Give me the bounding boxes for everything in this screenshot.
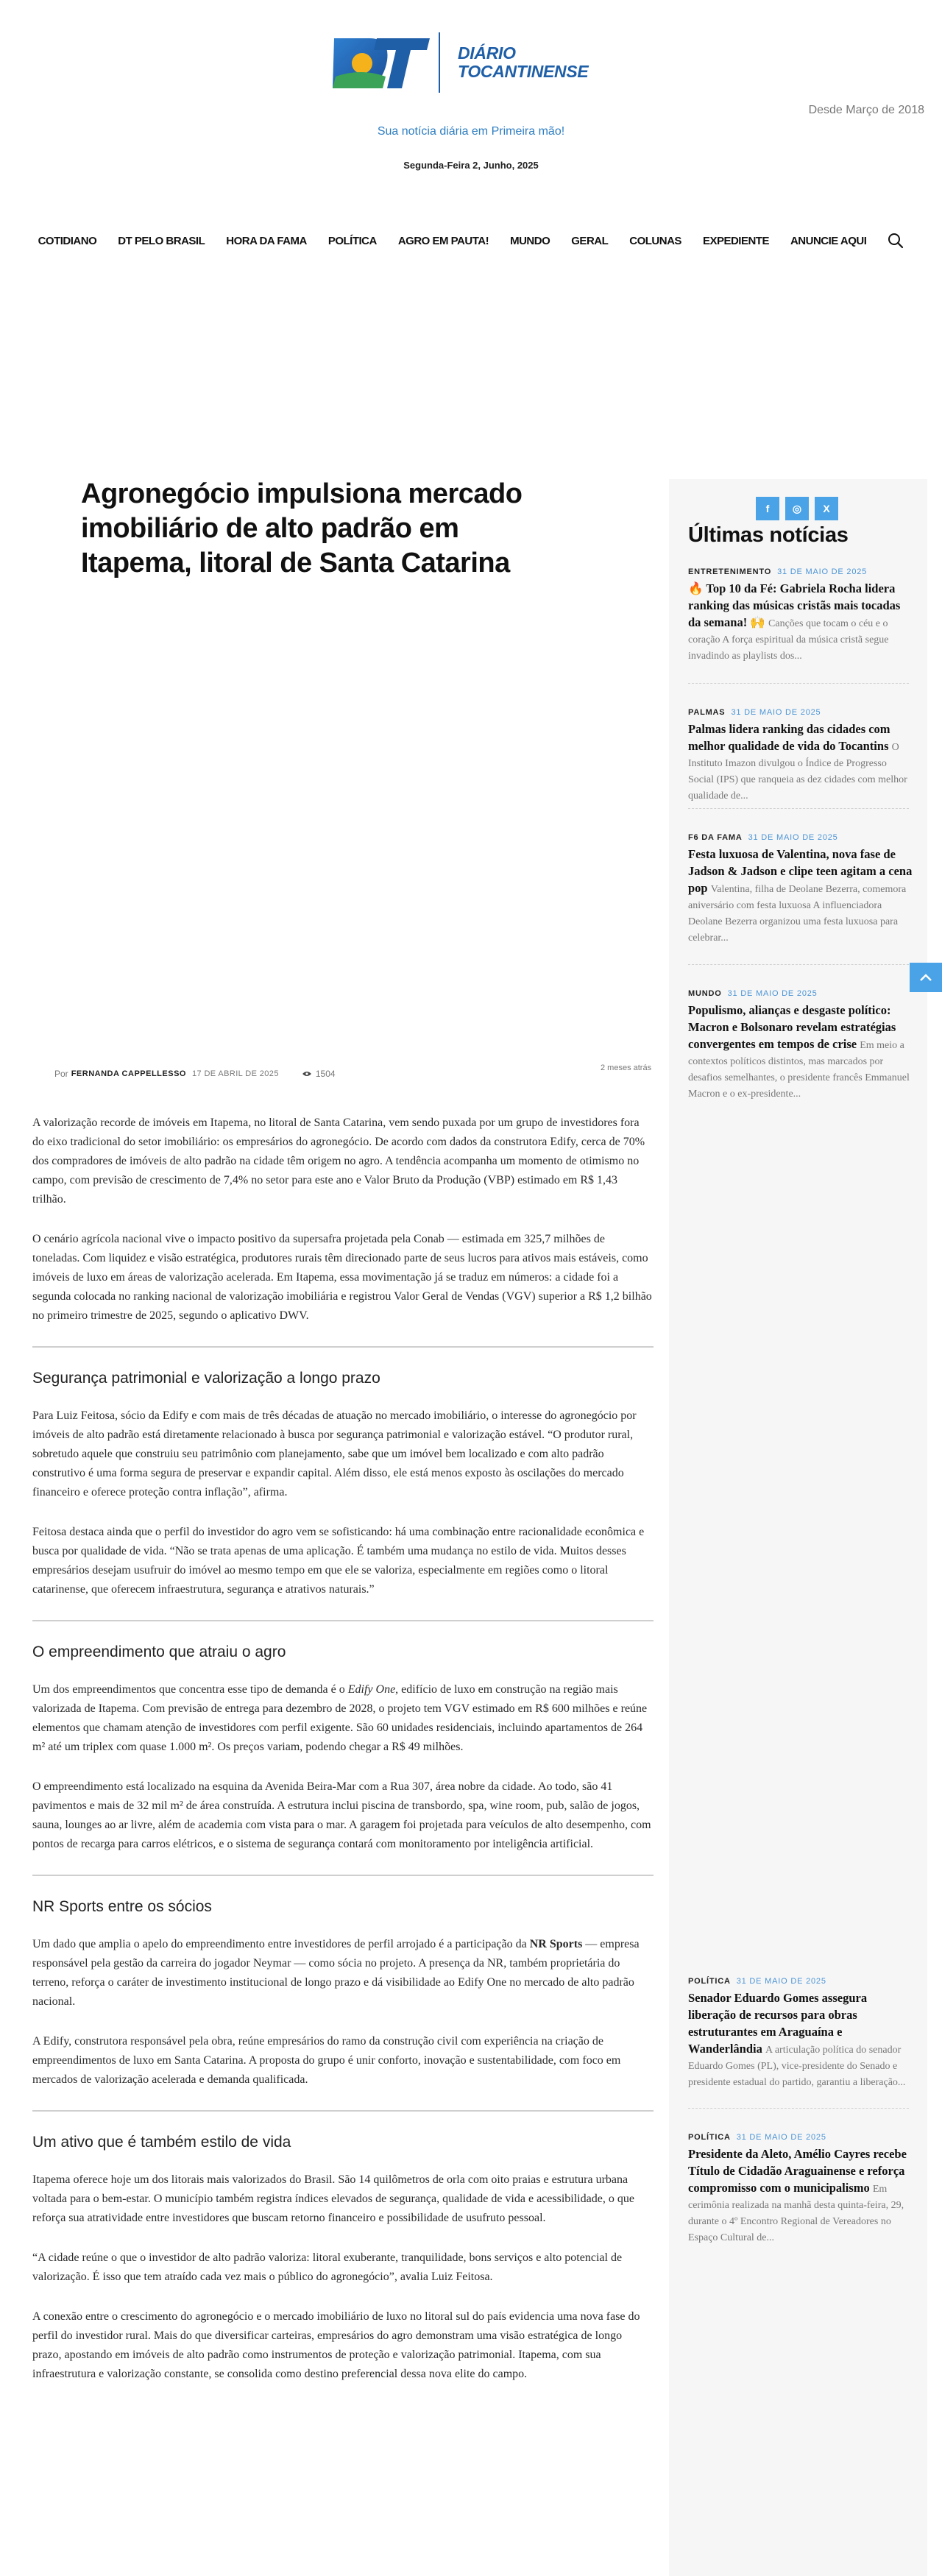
paragraph [32, 1935, 654, 2011]
news-headline[interactable]: Populismo, alianças e desgaste político: Macron e Bolsonaro revelam estratégias convergentes em tempos de crise [688, 1003, 896, 1051]
nav-item-expediente[interactable]: EXPEDIENTE [702, 234, 769, 247]
news-item [688, 2133, 913, 2246]
current-date: Segunda-Feira 2, Junho, 2025 [403, 160, 539, 171]
logo-text [458, 44, 588, 81]
eye-icon [302, 1071, 311, 1077]
news-meta [688, 1977, 913, 1986]
news-headline[interactable]: 🔥 Top 10 da Fé: Gabriela Rocha lidera ranking das músicas cristãs mais tocadas da semana! 🙌 [688, 581, 901, 629]
news-excerpt: Canções que tocam o céu e o coração A força espiritual da música cristã segue invadindo as playlists dos... [688, 618, 889, 662]
logo-mark-icon [331, 31, 431, 94]
paragraph: “A cidade reúne o que o investidor de alto padrão valoriza: litoral exuberante, tranquilidade, bons serviços e alto potencial de valorização. É isso que tem atraído cada vez mais o público do agronegócio”, avalia Luiz Feitosa. [32, 2251, 623, 2283]
news-item [688, 708, 913, 804]
nav-item-politica[interactable]: POLÍTICA [327, 234, 377, 247]
news-item [688, 1977, 913, 2090]
news-separator [688, 2108, 909, 2109]
nav-item-cotidiano[interactable]: COTIDIANO [38, 234, 97, 247]
news-date: 31 DE MAIO DE 2025 [736, 1977, 826, 1986]
paragraph [32, 1680, 654, 1757]
paragraph: O empreendimento está localizado na esquina da Avenida Beira-Mar com a Rua 307, área nobre da cidade. Ao todo, são 41 pavimentos e mais de 32 mil m² de área construída. A estrutura inclui piscina de transbordo, spa, wine room, pub, salão de jogos, sauna, lounges ao ar livre, além de academia com vista para o mar. A garagem foi projetada para veículos de alto desempenho, com pontos de recarga para carros elétricos, e o sistema de segurança contará com monitoramento por inteligência artificial. [32, 1780, 651, 1850]
news-excerpt: O Instituto Imazon divulgou o Índice de Progresso Social (IPS) que ranqueia as dez cidades com melhor qualidade de... [688, 742, 907, 802]
logo-divider [439, 32, 440, 93]
view-count [302, 1069, 336, 1079]
news-category[interactable]: POLÍTICA [688, 2133, 731, 2142]
news-separator [688, 808, 909, 809]
site-logo[interactable] [331, 29, 603, 96]
news-excerpt: Em meio a contextos políticos distintos, mas marcados por desafios semelhantes, o presidente francês Emmanuel Macron e o ex-presidente... [688, 1040, 910, 1100]
news-separator [688, 964, 909, 965]
social-links [756, 497, 838, 520]
news-headline[interactable]: Festa luxuosa de Valentina, nova fase de Jadson & Jadson e clipe teen agitam a cena pop [688, 847, 913, 895]
news-category[interactable]: MUNDO [688, 989, 722, 998]
news-category[interactable]: ENTRETENIMENTO [688, 567, 772, 576]
news-date: 31 DE MAIO DE 2025 [727, 989, 818, 998]
byline-prefix: Por [54, 1069, 68, 1079]
time-ago: 2 meses atrás [601, 1064, 652, 1072]
section-heading: O empreendimento que atraiu o agro [32, 1643, 286, 1660]
paragraph: Itapema oferece hoje um dos litorais mais valorizados do Brasil. São 14 quilômetros de orla com oito praias e estrutura urbana voltada para o bem-estar. O município também registra índices elevados de segurança, qualidade de vida e acessibilidade, o que reforça sua atratividade entre investidores que buscam retorno financeiro e possibilidade de usufruto pessoal. [32, 2173, 634, 2224]
news-text [688, 1990, 913, 2090]
x-twitter-icon[interactable]: X [815, 497, 838, 520]
news-text [688, 846, 913, 946]
paragraph-part: Um dado que amplia o apelo do empreendimento entre investidores de perfil arrojado é a participação da [32, 1938, 530, 1950]
news-item [688, 833, 913, 946]
news-meta [688, 567, 913, 576]
scroll-to-top-button[interactable] [910, 963, 942, 992]
news-headline[interactable]: Palmas lidera ranking das cidades com melhor qualidade de vida do Tocantins [688, 722, 892, 753]
news-meta [688, 708, 913, 717]
news-meta [688, 833, 913, 842]
section-heading: Segurança patrimonial e valorização a longo prazo [32, 1370, 380, 1387]
news-separator [688, 683, 909, 684]
news-date: 31 DE MAIO DE 2025 [736, 2133, 826, 2142]
paragraph: Para Luiz Feitosa, sócio da Edify e com mais de três décadas de atuação no mercado imobiliário, o interesse do agronegócio por imóveis de alto padrão está diretamente relacionado à busca por segurança patrimonial e valorização estável. “O produtor rural, sobretudo aquele que construiu seu patrimônio com planejamento, sabe que um imóvel bem localizado e com alto padrão construtivo é uma forma segura de preservar e expandir capital. Além disso, ele está menos exposto às oscilações do mercado financeiro e oferece proteção contra inflação”, afirma. [32, 1409, 637, 1498]
nav-item-mundo[interactable]: MUNDO [510, 234, 550, 247]
nav-item-geral[interactable]: GERAL [571, 234, 609, 247]
facebook-icon[interactable]: f [756, 497, 779, 520]
nav-item-anuncie-aqui[interactable]: ANUNCIE AQUI [790, 234, 867, 247]
section-heading: Um ativo que é também estilo de vida [32, 2134, 291, 2151]
since-label: Desde Março de 2018 [808, 104, 924, 116]
news-category[interactable]: F6 DA FAMA [688, 833, 743, 842]
nav-item-hora-da-fama[interactable]: HORA DA FAMA [226, 234, 307, 247]
search-icon[interactable] [888, 233, 904, 249]
news-item [688, 567, 913, 664]
news-text [688, 581, 913, 664]
paragraph: O cenário agrícola nacional vive o impacto positivo da supersafra projetada pela Conab — estimada em 325,7 milhões de toneladas. Com liquidez e visão estratégica, produtores rurais têm direcionado parte de seus lucros para ativos mais estáveis, como imóveis de luxo em áreas de valorização acelerada. Em Itapema, essa movimentação já se traduz em números: a cidade foi a segunda colocada no ranking nacional de valorização imobiliária e registrou Valor Geral de Vendas (VGV) superior a R$ 1,2 bilhão no primeiro trimestre de 2025, segundo o aplicativo DWV. [32, 1233, 652, 1322]
news-meta [688, 989, 913, 998]
news-date: 31 DE MAIO DE 2025 [777, 567, 868, 576]
news-date: 31 DE MAIO DE 2025 [731, 708, 821, 717]
paragraph-part: , edifício de luxo em construção na região mais valorizada de Itapema. Com previsão de entrega para dezembro de 2028, o projeto tem VGV estimado em R$ 600 milhões e reúne elementos que chamam atenção de investidores com perfil exigente. São 60 unidades residenciais, incluindo apartamentos de 264 m² até um triplex com quase 1.000 m². Os preços variam, podendo chegar a R$ 49 milhões. [32, 1683, 648, 1753]
article-title: Agronegócio impulsiona mercado imobiliário de alto padrão em Itapema, litoral de Santa Catarina [81, 478, 523, 578]
news-headline[interactable]: Presidente da Aleto, Amélio Cayres recebe Título de Cidadão Araguainense e reforça compromisso com o municipalismo [688, 2147, 907, 2195]
news-excerpt: Valentina, filha de Deolane Bezerra, comemora aniversário com festa luxuosa A influenciadora Deolane Bezerra organizou uma festa luxuosa para celebrar... [688, 884, 907, 944]
news-text [688, 721, 913, 804]
news-excerpt: Em cerimônia realizada na manhã desta quinta-feira, 29, durante o 4º Encontro Regional de Vereadores no Espaço Cultural de... [688, 2184, 904, 2243]
divider [32, 2110, 654, 2112]
sidebar-title: Últimas notícias [688, 523, 849, 547]
emphasis: Edify One [347, 1683, 396, 1696]
logo-line-2: TOCANTINENSE [458, 62, 589, 81]
news-meta [688, 2133, 913, 2142]
nav-item-agro-em-pauta[interactable]: AGRO EM PAUTA! [397, 234, 489, 247]
paragraph: A valorização recorde de imóveis em Itapema, no litoral de Santa Catarina, vem sendo puxada por um grupo de investidores fora do eixo tradicional do setor imobiliário: os empresários do agronegócio. De acordo com dados da construtora Edify, cerca de 70% dos compradores de imóveis de alto padrão na cidade têm origem no agro. A tendência acompanha um momento de otimismo no campo, com previsão de crescimento de 7,4% no setor para este ano e Valor Bruto da Produção (VBP) estimado em R$ 1,43 trilhão. [32, 1117, 645, 1206]
news-category[interactable]: PALMAS [688, 708, 726, 717]
paragraph: A conexão entre o crescimento do agronegócio e o mercado imobiliário de luxo no litoral sul do país evidencia uma nova fase do perfil do investidor rural. Mais do que diversificar carteiras, empresários do agro demonstram uma visão estratégica de longo prazo, apostando em imóveis de alto padrão como instrumentos de proteção e valorização patrimonial. Itapema, com sua infraestrutura e valorização constante, se consolida como destino preferencial dessa nova elite do campo. [32, 2310, 640, 2380]
paragraph: A Edify, construtora responsável pela obra, reúne empresários do ramo da construção civil com experiência na criação de empreendimentos de luxo em Santa Catarina. A proposta do grupo é unir conforto, inovação e sustentabilidade, com foco em mercados de valorização acelerada e demanda qualificada. [32, 2035, 621, 2086]
tagline: Sua notícia diária em Primeira mão! [377, 125, 565, 138]
nav-item-dt-pelo-brasil[interactable]: DT PELO BRASIL [118, 234, 205, 247]
view-count-value: 1504 [315, 1069, 336, 1079]
news-date: 31 DE MAIO DE 2025 [748, 833, 838, 842]
chevron-up-icon [919, 973, 932, 982]
nav-item-colunas[interactable]: COLUNAS [629, 234, 681, 247]
instagram-icon[interactable]: ◎ [785, 497, 809, 520]
main-nav [0, 225, 942, 256]
logo-line-1: DIÁRIO [458, 43, 516, 63]
divider [32, 1620, 654, 1621]
news-category[interactable]: POLÍTICA [688, 1977, 731, 1986]
strong-text: NR Sports [529, 1938, 583, 1950]
author-link[interactable]: FERNANDA CAPPELLESSO [71, 1069, 186, 1078]
news-excerpt: A articulação política do senador Eduardo Gomes (PL), vice-presidente do Senado e presidente estadual do partido, garantiu a liberação... [688, 2045, 906, 2088]
divider [32, 1346, 654, 1348]
article-date: 17 DE ABRIL DE 2025 [191, 1069, 279, 1078]
article-body [32, 1114, 654, 2405]
section-heading: NR Sports entre os sócios [32, 1898, 212, 1915]
news-headline[interactable]: Senador Eduardo Gomes assegura liberação de recursos para obras estruturantes em Araguaína e Wanderlândia [688, 1991, 868, 2056]
paragraph: Feitosa destaca ainda que o perfil do investidor do agro vem se sofisticando: há uma combinação entre racionalidade econômica e busca por qualidade de vida. “Não se trata apenas de uma aplicação. É também uma mudança no estilo de vida. Muitos desses empresários desejam usufruir do imóvel ao mesmo tempo em que ele se valoriza, especialmente em regiões como o litoral catarinense, que oferecem infraestrutura, segurança e atrativos naturais.” [32, 1526, 645, 1596]
news-text [688, 1002, 913, 1102]
paragraph-part: Um dos empreendimentos que concentra esse tipo de demanda é o [32, 1683, 348, 1696]
divider [32, 1875, 654, 1876]
sidebar [669, 479, 927, 2576]
news-item [688, 989, 913, 1102]
article-byline [54, 1069, 336, 1079]
news-text [688, 2146, 913, 2246]
site-header [0, 0, 942, 213]
paragraph-part: — empresa responsável pela gestão da carreira do jogador Neymar — como sócia no projeto. A presença da NR, também proprietária do terreno, reforça o caráter de investimento institucional de longo prazo e dá visibilidade ao Edify One no mercado de alto padrão nacional. [32, 1938, 640, 2008]
